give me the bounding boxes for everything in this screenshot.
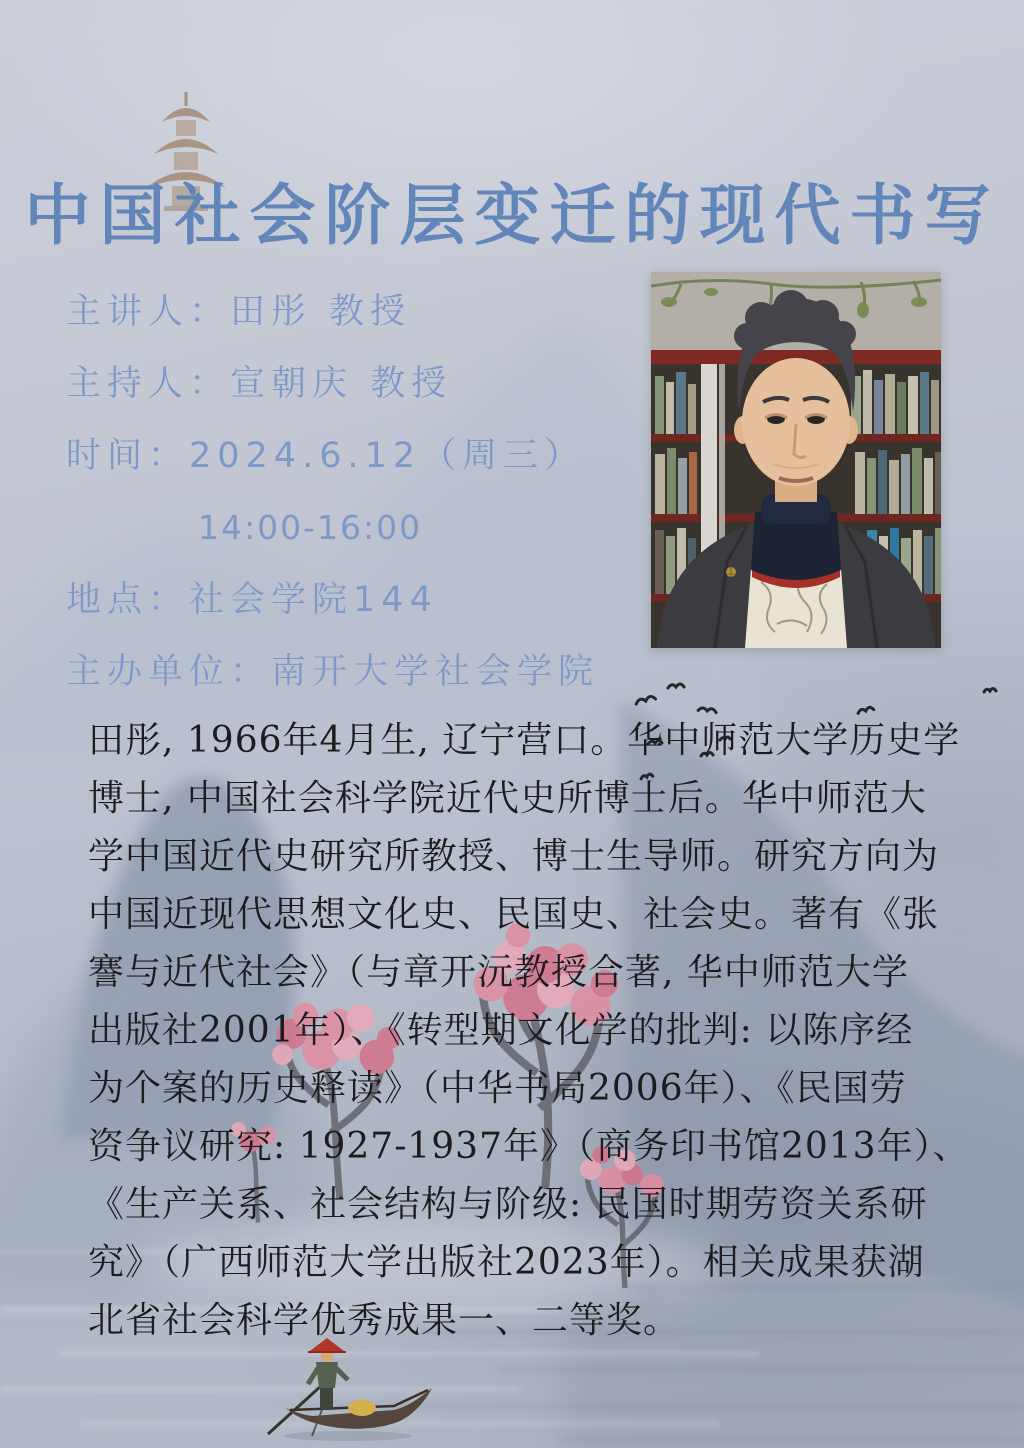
- host-line: 主持人：宣朝庆 教授: [66, 364, 453, 404]
- bio-line: 博士, 中国社会科学院近代史所博士后。华中师范大: [88, 778, 927, 819]
- speaker-bio: [88, 712, 970, 1350]
- speaker-line: 主讲人：田彤 教授: [66, 292, 412, 332]
- bio-line: 謇与近代社会》（与章开沅教授合著, 华中师范大学: [88, 952, 909, 993]
- bio-line: 资争议研究: 1927-1937年》（商务印书馆2013年）、: [88, 1126, 970, 1167]
- organizer-line: 主办单位：南开大学社会学院: [66, 652, 600, 692]
- bio-line: 出版社2001年）、《转型期文化学的批判: 以陈序经: [88, 1010, 914, 1051]
- bio-line: 中国近现代思想文化史、民国史、社会史。著有《张: [88, 894, 940, 935]
- bio-line: 为个案的历史释读》（中华书局2006年）、《民国劳: [88, 1068, 907, 1109]
- bio-line: 北省社会科学优秀成果一、二等奖。: [88, 1300, 681, 1341]
- location-line: 地点：社会学院144: [66, 580, 438, 620]
- bio-line: 田彤, 1966年4月生, 辽宁营口。华中师范大学历史学: [88, 720, 961, 761]
- lecture-info: [66, 276, 599, 708]
- bio-line: 《生产关系、社会结构与阶级: 民国时期劳资关系研: [88, 1184, 928, 1225]
- bio-line: 学中国近代史研究所教授、博士生导师。研究方向为: [88, 836, 940, 877]
- page-title: 中国社会阶层变迁的现代书写: [24, 176, 1000, 255]
- date-line: 时间：2024.6.12（周三）: [66, 436, 586, 476]
- time-range-line: 14:00-16:00: [198, 508, 423, 547]
- speaker-photo: [651, 272, 941, 648]
- bio-line: 究》（广西师范大学出版社2023年）。相关成果获湖: [88, 1242, 925, 1283]
